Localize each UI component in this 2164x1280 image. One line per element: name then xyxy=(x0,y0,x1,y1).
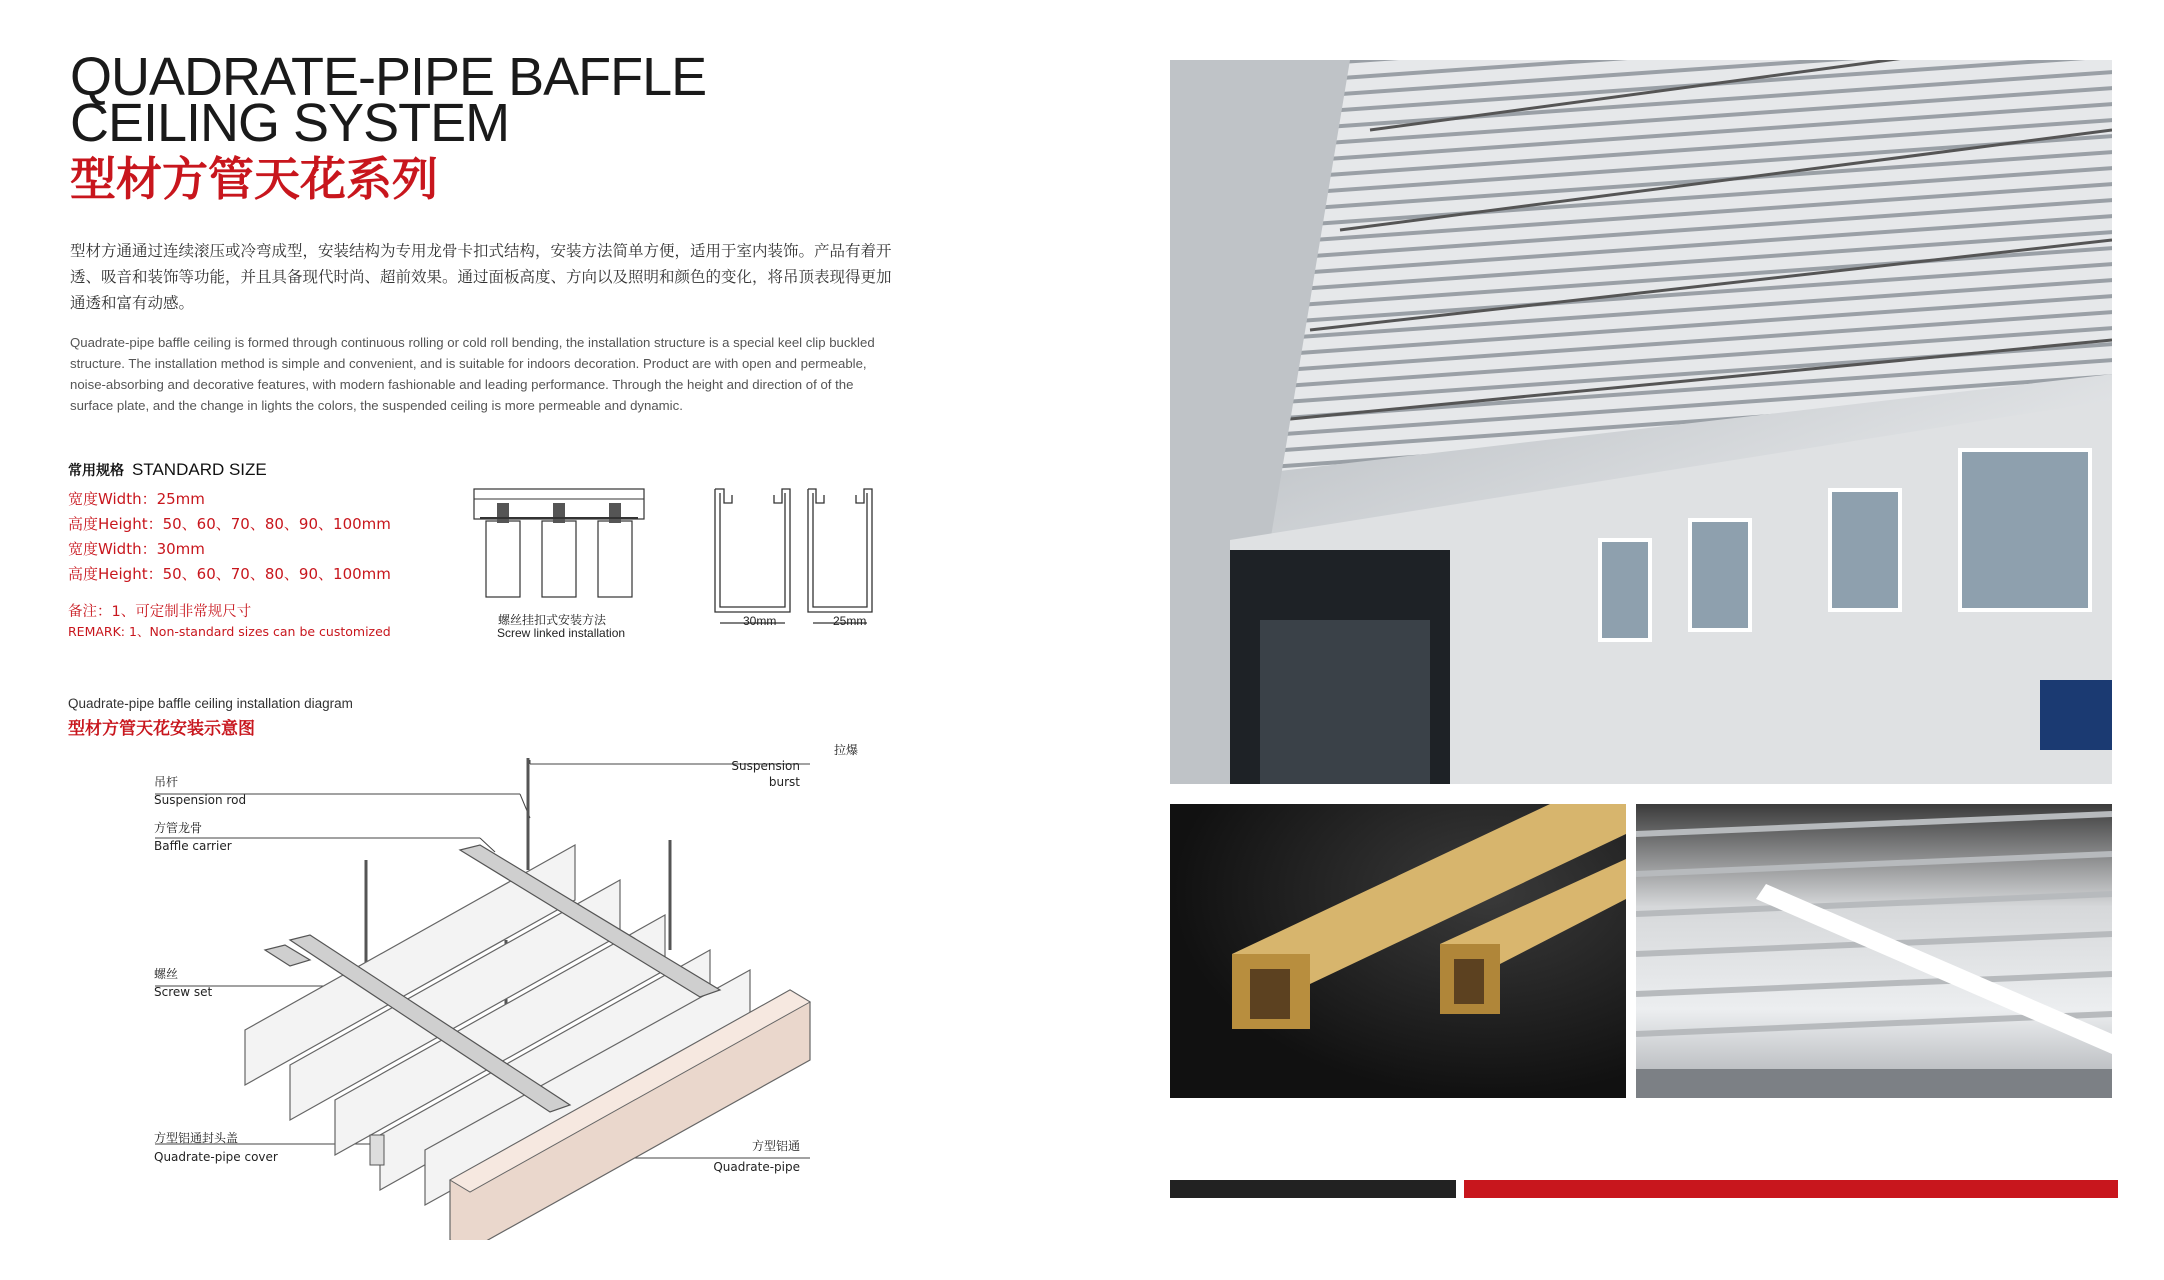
label-pipe-cn: 方型铝通 xyxy=(751,1139,800,1153)
label-cover-cn: 方型铝通封头盖 xyxy=(154,1131,239,1145)
standard-size-heading xyxy=(68,460,267,480)
dim-25mm: 25mm xyxy=(833,614,867,628)
red-accent-bar xyxy=(1464,1180,2118,1198)
label-screw-en: Screw set xyxy=(154,985,213,999)
diagram-title-en: Quadrate-pipe baffle ceiling installation diagram xyxy=(68,696,353,711)
gold-profile-illustration xyxy=(1170,804,1626,1098)
standard-size-heading-cn: 常用规格 xyxy=(68,463,124,479)
remark-cn: 备注：1、可定制非常规尺寸 xyxy=(68,604,252,620)
remark-en: REMARK: 1、Non-standard sizes can be customized xyxy=(68,624,391,639)
label-carrier-en: Baffle carrier xyxy=(154,839,232,853)
install-label-cn: 螺丝挂扣式安装方法 xyxy=(498,613,607,627)
title-line-1: QUADRATE-PIPE BAFFLE xyxy=(70,47,707,107)
label-carrier-cn: 方管龙骨 xyxy=(154,821,203,835)
ceiling-slats-illustration xyxy=(1170,60,2112,784)
install-label-en: Screw linked installation xyxy=(497,626,626,640)
dark-accent-bar xyxy=(1170,1180,1456,1198)
label-screw-cn: 螺丝 xyxy=(154,967,179,981)
label-burst-en: Suspension burst xyxy=(731,759,800,789)
label-burst-cn: 拉爆 xyxy=(833,743,858,757)
page-title-cn: 型材方管天花系列 xyxy=(70,152,438,206)
intro-english: Quadrate-pipe baffle ceiling is formed through continuous rolling or cold roll bending, the installation structure is a special keel clip buckled structure. The installation method is simple and convenient, and is suitable for indoors decoration. Product are with open and permeable, noise-absorbing and decorative features, with modern fashionable and leading performance. Through the height and direction of of the surface plate, and the change in lights the colors, the suspended ceiling is more permeable and dynamic. xyxy=(70,335,875,413)
title-line-2: CEILING SYSTEM xyxy=(70,93,510,153)
baffle-lighting-photo xyxy=(1636,804,2112,1098)
page-title-en xyxy=(70,47,707,153)
spec-width-30: 宽度Width：30mm xyxy=(68,540,205,558)
screw-install-sketch xyxy=(470,485,660,600)
spec-height-1: 高度Height：50、60、70、80、90、100mm xyxy=(68,515,391,533)
label-rod-en: Suspension rod xyxy=(154,793,247,807)
label-cover-en: Quadrate-pipe cover xyxy=(154,1150,278,1164)
spec-width-25: 宽度Width：25mm xyxy=(68,490,205,508)
main-ceiling-photo xyxy=(1170,60,2112,784)
profile-sections xyxy=(710,485,885,630)
standard-size-heading-en: STANDARD SIZE xyxy=(132,460,267,479)
gold-profile-photo xyxy=(1170,804,1626,1098)
spec-height-2: 高度Height：50、60、70、80、90、100mm xyxy=(68,565,391,583)
intro-chinese: 型材方通通过连续滚压或冷弯成型，安装结构为专用龙骨卡扣式结构，安装方法简单方便，适用于室内装饰。产品有着开透、吸音和装饰等功能，并且具备现代时尚、超前效果。通过面板高度、方向以及照明和颜色的变化，将吊顶表现得更加通透和富有动感。 xyxy=(70,242,892,312)
label-rod-cn: 吊杆 xyxy=(154,775,179,789)
label-pipe-en: Quadrate-pipe xyxy=(713,1160,800,1174)
dim-30mm: 30mm xyxy=(743,614,777,628)
baffle-lighting-illustration xyxy=(1636,804,2112,1098)
diagram-title-cn: 型材方管天花安装示意图 xyxy=(68,719,255,739)
